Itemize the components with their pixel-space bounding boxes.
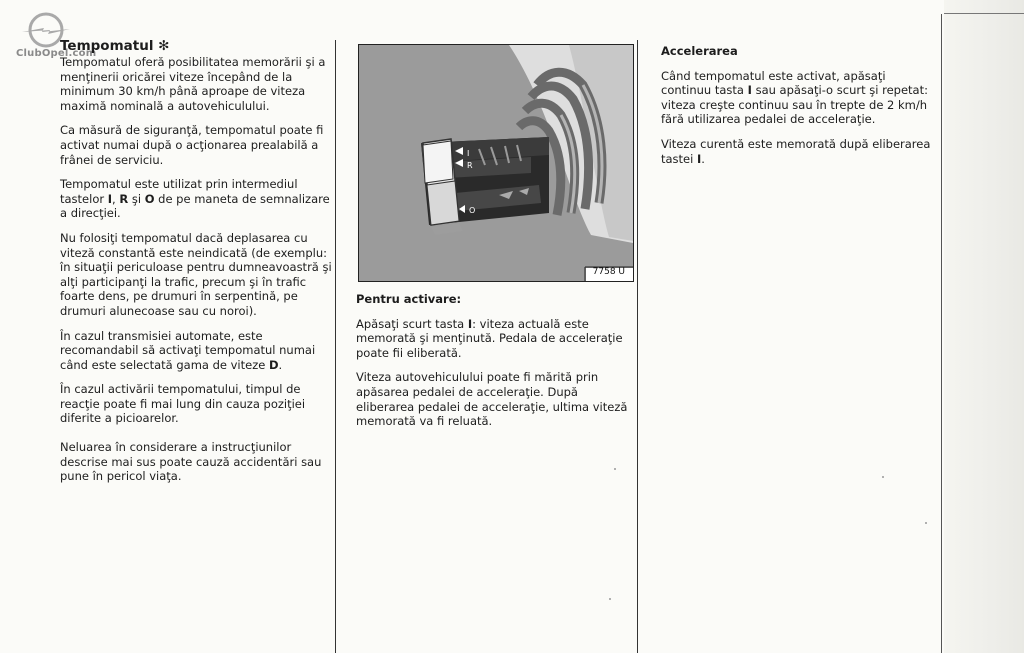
section-heading-acceleration: Accelerarea bbox=[661, 44, 738, 58]
key-r: R bbox=[119, 191, 129, 206]
key-i: I bbox=[696, 151, 702, 166]
paragraph-acceleration: Când tempomatul este activat, apăsaţi continuu tasta I sau apăsaţi-o scurt şi repetat: viteza creşte continuu sau în trepte de 2 km/h fără utilizarea pedalei de acceleraţie. bbox=[661, 68, 928, 127]
figure-code: 7758 U bbox=[592, 267, 625, 277]
snowflake-icon: ✻ bbox=[158, 38, 170, 54]
scan-speck bbox=[609, 598, 611, 600]
scan-speck bbox=[882, 476, 884, 478]
watermark-brand: ClubOpel.com bbox=[16, 48, 97, 59]
heading-text: Tempomatul bbox=[60, 38, 154, 54]
page-top-border bbox=[944, 13, 1024, 14]
column-divider-1 bbox=[335, 40, 336, 653]
key-o: O bbox=[144, 191, 155, 206]
key-d: D bbox=[268, 357, 279, 372]
paragraph-reaction: În cazul activării tempomatului, timpul de reacţie poate fi mai lung din cauza poziţiei diferite a picioarelor. bbox=[60, 382, 306, 426]
button-label-i: I bbox=[467, 149, 470, 158]
cruise-control-illustration bbox=[358, 44, 634, 282]
stalk-drawing bbox=[359, 45, 633, 281]
button-label-r: R bbox=[467, 161, 473, 170]
key-i: I bbox=[107, 191, 113, 206]
column-right bbox=[661, 44, 933, 176]
paragraph-safety: Ca măsură de siguranţă, tempomatul poate fi activat numai după o acţionarea prealabilă a frânei de serviciu. bbox=[60, 123, 324, 167]
paragraph-activation: Apăsaţi scurt tasta I: viteza actuală este memorată şi menţinută. Pedala de acceleraţie poate fii eliberată. bbox=[356, 316, 623, 360]
column-divider-2 bbox=[637, 40, 638, 653]
key-i: I bbox=[747, 83, 752, 98]
section-heading-activation: Pentru activare: bbox=[356, 292, 462, 306]
warning-note bbox=[60, 440, 332, 484]
column-middle bbox=[356, 292, 628, 439]
page-edge-shadow bbox=[944, 0, 1024, 653]
paragraph-speed-increase: Viteza autovehiculului poate fi mărită prin apăsarea pedalei de acceleraţie. După eliberarea pedalei de acceleraţie, ultima viteză memorată va fi reluată. bbox=[356, 370, 628, 429]
warning-text: Neluarea în considerare a instrucţiunilor descrise mai sus poate cauză accidentări sau pune în pericol viaţa. bbox=[60, 440, 322, 484]
column-left bbox=[60, 38, 332, 484]
section-heading-tempomatul bbox=[60, 38, 332, 55]
paragraph-memorized: Viteza curentă este memorată după eliberarea tastei I. bbox=[661, 136, 931, 166]
button-label-o: O bbox=[469, 206, 476, 215]
scan-speck bbox=[614, 468, 616, 470]
paragraph-do-not-use: Nu folosiţi tempomatul dacă deplasarea cu viteză constantă este neindicată (de exemplu: în situaţii periculoase pentru dumneavoastră şi alţi participanţi la trafic, precum şi în trafic foarte dens, pe drumuri în serpentină, pe drumuri alunecoase sau cu noroi). bbox=[60, 230, 332, 318]
paragraph-automatic: În cazul transmisiei automate, este recomandabil să activaţi tempomatul numai când este selectată gama de viteze D. bbox=[60, 328, 316, 372]
paragraph-keys: Tempomatul este utilizat prin intermediul tastelor I, R şi O de pe maneta de semnalizare a direcţiei. bbox=[60, 177, 330, 221]
scan-speck bbox=[925, 522, 927, 524]
page-right-border bbox=[941, 14, 942, 653]
key-i: I bbox=[467, 316, 473, 331]
paragraph-intro: Tempomatul oferă posibilitatea memorării şi a menţinerii oricărei viteze începând de la minimum 30 km/h până aproape de viteza maximă nominală a autovehiculului. bbox=[60, 55, 326, 113]
